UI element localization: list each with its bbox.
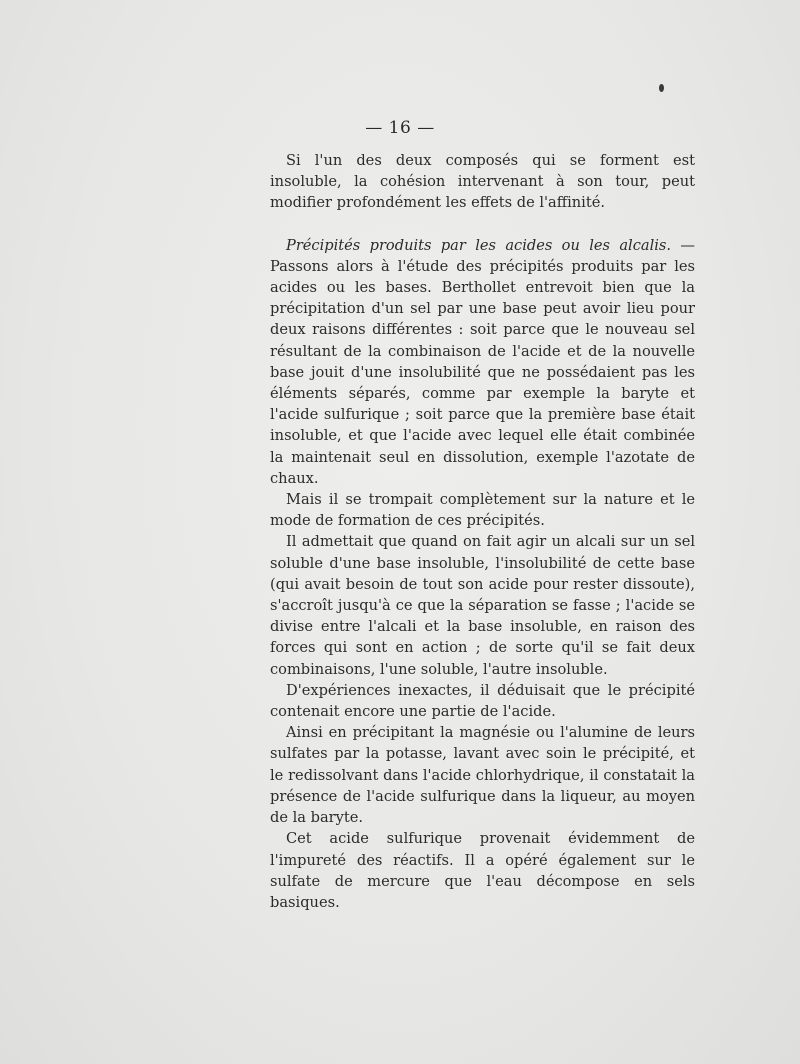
paragraph-1: Si l'un des deux composés qui se forment est insoluble, la cohésion intervenant à son tour, peut modifier profondément les effets de l'affinité. — [270, 152, 695, 212]
paragraph-2: Mais il se trompait complètement sur la nature et le mode de formation de ces précipités. — [270, 491, 695, 530]
body-text — [270, 150, 695, 913]
section-paragraph — [270, 235, 695, 489]
paragraph-4: D'expériences inexactes, il déduisait que le précipité contenait encore une partie de l'acide. — [270, 681, 695, 721]
section-heading: Précipités produits par les acides ou les alcalis. — [286, 236, 672, 254]
ink-speck — [659, 84, 664, 92]
paragraph-3: Il admettait que quand on fait agir un alcali sur un sel soluble d'une base insoluble, l'insolubilité de cette base (qui avait besoin de tout son acide pour rester dissoute), s'accroît jusqu'à ce que la séparation se fasse ; l'acide se divise entre l'alcali et la base insoluble, en raison des forces qui sont en action ; de sorte qu'il se fait deux combinaisons, l'une soluble, l'autre insoluble. — [270, 533, 695, 678]
page-number: — 16 — — [365, 118, 435, 138]
paragraph-6: Cet acide sulfurique provenait évidemment de l'impureté des réactifs. Il a opéré également sur le sulfate de mercure que l'eau décompose en sels basiques. — [270, 830, 695, 911]
section-dash: — — [671, 236, 696, 254]
section-body: Passons alors à l'étude des précipités produits par les acides ou les bases. Berthollet entrevoit bien que la précipitation d'un sel par une base peut avoir lieu pour deux raisons différentes : soit parce que le nouveau sel résultant de la combinaison de l'acide et de la nouvelle base jouit d'une insolubilité que ne possédaient pas les éléments séparés, comme par exemple la baryte et l'acide sulfurique ; soit parce que la première base était insoluble, et que l'acide avec lequel elle était combinée la maintenait seul en dissolution, exemple l'azotate de chaux. — [270, 257, 695, 487]
paragraph-5: Ainsi en précipitant la magnésie ou l'alumine de leurs sulfates par la potasse, lavant avec soin le précipité, et le redissolvant dans l'acide chlorhydrique, il constatait la présence de l'acide sulfurique dans la liqueur, au moyen de la baryte. — [270, 724, 695, 827]
